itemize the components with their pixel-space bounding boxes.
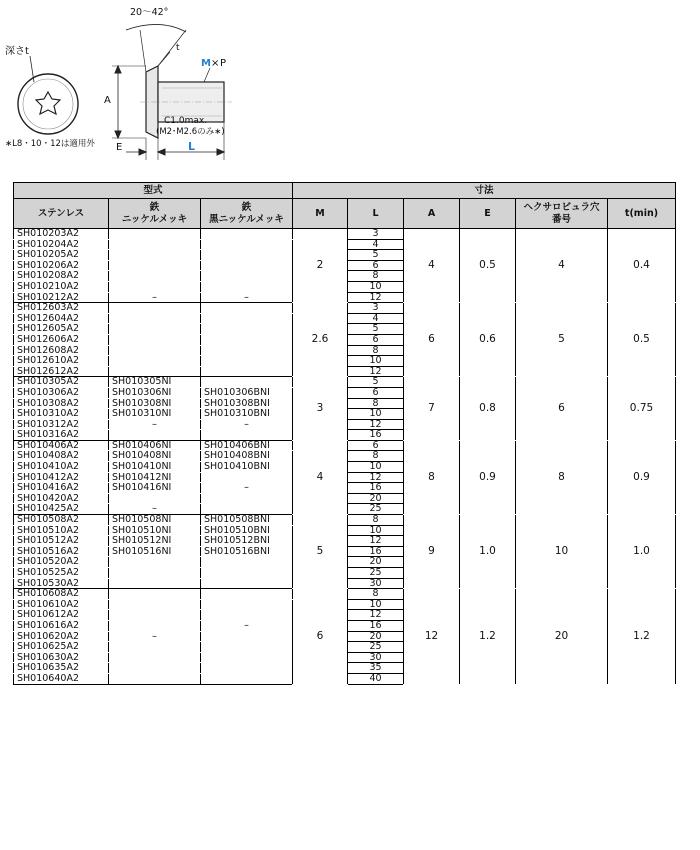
part-number-black-nickel	[201, 324, 293, 335]
part-number-stainless: SH010520A2	[14, 557, 109, 568]
part-number-black-nickel	[201, 345, 293, 356]
header-l: L	[348, 199, 404, 229]
part-number-nickel: SH010408NI	[109, 451, 201, 462]
part-number-black-nickel: SH010406BNI	[201, 440, 293, 451]
length-l: 20	[348, 631, 404, 642]
chamfer-note: (M2･M2.6のみ∗)	[156, 127, 225, 137]
technical-drawing	[0, 0, 700, 170]
part-number-stainless: SH010212A2	[14, 292, 109, 303]
dim-t: 1.2	[608, 589, 676, 684]
part-number-stainless: SH012608A2	[14, 345, 109, 356]
chamfer-label: C1.0max.	[164, 116, 208, 126]
length-l: 4	[348, 313, 404, 324]
part-number-nickel: SH010310NI	[109, 409, 201, 420]
part-number-stainless: SH010530A2	[14, 578, 109, 589]
length-l: 25	[348, 568, 404, 579]
header-t-min: t(min)	[608, 199, 676, 229]
head-top-view	[18, 56, 78, 134]
part-number-black-nickel: –	[201, 419, 293, 430]
part-number-nickel	[109, 356, 201, 367]
part-number-nickel	[109, 652, 201, 663]
length-l: 10	[348, 409, 404, 420]
length-l: 20	[348, 557, 404, 568]
size-m: 2.6	[293, 303, 348, 377]
part-number-nickel	[109, 324, 201, 335]
part-number-nickel: –	[109, 504, 201, 515]
part-number-stainless: SH010635A2	[14, 663, 109, 674]
part-number-black-nickel	[201, 239, 293, 250]
length-l: 16	[348, 430, 404, 441]
length-l: 16	[348, 546, 404, 557]
length-l: 6	[348, 260, 404, 271]
part-number-stainless: SH010316A2	[14, 430, 109, 441]
part-number-stainless: SH012612A2	[14, 366, 109, 377]
part-number-stainless: SH010210A2	[14, 281, 109, 292]
part-number-black-nickel: SH010512BNI	[201, 536, 293, 547]
part-number-black-nickel	[201, 557, 293, 568]
part-number-nickel	[109, 313, 201, 324]
length-l: 12	[348, 366, 404, 377]
dim-e: 1.0	[460, 515, 516, 589]
dim-hex: 4	[516, 229, 608, 303]
length-l: 10	[348, 462, 404, 473]
length-l: 35	[348, 663, 404, 674]
part-number-stainless: SH010612A2	[14, 610, 109, 621]
part-number-black-nickel	[201, 356, 293, 367]
part-number-stainless: SH010205A2	[14, 250, 109, 261]
part-number-stainless: SH010510A2	[14, 525, 109, 536]
dim-a: 7	[404, 377, 460, 441]
part-number-nickel	[109, 281, 201, 292]
part-number-nickel	[109, 366, 201, 377]
length-l: 5	[348, 250, 404, 261]
part-number-nickel	[109, 303, 201, 314]
part-number-stainless: SH010620A2	[14, 631, 109, 642]
part-number-black-nickel	[201, 472, 293, 483]
part-number-stainless: SH012605A2	[14, 324, 109, 335]
e-label: E	[116, 142, 123, 153]
part-number-stainless: SH010310A2	[14, 409, 109, 420]
size-m: 3	[293, 377, 348, 441]
part-number-black-nickel	[201, 303, 293, 314]
length-l: 30	[348, 652, 404, 663]
part-number-black-nickel	[201, 642, 293, 653]
part-number-black-nickel	[201, 663, 293, 674]
part-number-nickel	[109, 260, 201, 271]
part-number-nickel: –	[109, 631, 201, 642]
part-number-nickel	[109, 589, 201, 600]
part-number-black-nickel	[201, 578, 293, 589]
part-number-nickel	[109, 599, 201, 610]
part-number-black-nickel	[201, 229, 293, 240]
dim-e: 0.5	[460, 229, 516, 303]
part-number-black-nickel	[201, 250, 293, 261]
part-number-nickel	[109, 557, 201, 568]
part-number-nickel	[109, 568, 201, 579]
length-l: 8	[348, 451, 404, 462]
angle-label: 20～42°	[130, 7, 169, 18]
length-l: 8	[348, 515, 404, 526]
part-number-nickel: –	[109, 419, 201, 430]
header-model: 型式	[14, 183, 293, 199]
part-number-stainless: SH010408A2	[14, 451, 109, 462]
part-number-stainless: SH010208A2	[14, 271, 109, 282]
length-l: 12	[348, 536, 404, 547]
part-number-black-nickel	[201, 366, 293, 377]
part-number-nickel: SH010306NI	[109, 387, 201, 398]
table-row	[14, 589, 676, 600]
part-number-black-nickel	[201, 568, 293, 579]
header-a: A	[404, 199, 460, 229]
length-l: 12	[348, 292, 404, 303]
part-number-nickel: SH010416NI	[109, 483, 201, 494]
table-row	[14, 515, 676, 526]
table-row	[14, 303, 676, 314]
part-number-black-nickel: –	[201, 292, 293, 303]
dim-e: 0.6	[460, 303, 516, 377]
length-l: 8	[348, 589, 404, 600]
length-l: 5	[348, 377, 404, 388]
dim-e: 0.8	[460, 377, 516, 441]
part-number-stainless: SH010425A2	[14, 504, 109, 515]
part-number-stainless: SH010625A2	[14, 642, 109, 653]
part-number-black-nickel: SH010510BNI	[201, 525, 293, 536]
length-l: 6	[348, 387, 404, 398]
part-number-black-nickel: SH010516BNI	[201, 546, 293, 557]
table-row	[14, 229, 676, 240]
part-number-nickel: SH010410NI	[109, 462, 201, 473]
dim-hex: 10	[516, 515, 608, 589]
part-number-black-nickel	[201, 430, 293, 441]
part-number-black-nickel: SH010508BNI	[201, 515, 293, 526]
part-number-black-nickel: SH010306BNI	[201, 387, 293, 398]
part-number-stainless: SH010308A2	[14, 398, 109, 409]
part-number-nickel	[109, 673, 201, 684]
dim-e: 0.9	[460, 440, 516, 514]
part-number-nickel	[109, 239, 201, 250]
length-l: 40	[348, 673, 404, 684]
header-e: E	[460, 199, 516, 229]
part-number-black-nickel: SH010308BNI	[201, 398, 293, 409]
part-number-black-nickel: –	[201, 483, 293, 494]
spec-table	[13, 182, 676, 685]
dim-t: 1.0	[608, 515, 676, 589]
part-number-nickel	[109, 345, 201, 356]
length-l: 12	[348, 610, 404, 621]
length-l: 10	[348, 599, 404, 610]
dim-hex: 20	[516, 589, 608, 684]
length-l: 30	[348, 578, 404, 589]
size-m: 2	[293, 229, 348, 303]
dim-hex: 8	[516, 440, 608, 514]
length-l: 3	[348, 303, 404, 314]
length-l: 10	[348, 356, 404, 367]
part-number-black-nickel	[201, 493, 293, 504]
part-number-black-nickel: SH010410BNI	[201, 462, 293, 473]
part-number-nickel	[109, 620, 201, 631]
dim-t: 0.9	[608, 440, 676, 514]
part-number-nickel	[109, 663, 201, 674]
dim-a: 12	[404, 589, 460, 684]
part-number-stainless: SH010640A2	[14, 673, 109, 684]
size-m: 6	[293, 589, 348, 684]
part-number-nickel	[109, 493, 201, 504]
dim-hex: 6	[516, 377, 608, 441]
part-number-nickel	[109, 610, 201, 621]
l-label: L	[188, 140, 196, 153]
depth-label: 深さt	[5, 46, 29, 57]
part-number-stainless: SH010410A2	[14, 462, 109, 473]
part-number-nickel: SH010510NI	[109, 525, 201, 536]
length-l: 8	[348, 345, 404, 356]
part-number-nickel: SH010406NI	[109, 440, 201, 451]
part-number-nickel: –	[109, 292, 201, 303]
length-l: 12	[348, 419, 404, 430]
part-number-stainless: SH010608A2	[14, 589, 109, 600]
dim-a: 9	[404, 515, 460, 589]
part-number-stainless: SH010206A2	[14, 260, 109, 271]
length-l: 20	[348, 493, 404, 504]
part-number-stainless: SH010630A2	[14, 652, 109, 663]
dim-a: 8	[404, 440, 460, 514]
part-number-black-nickel	[201, 652, 293, 663]
t-label: t	[176, 43, 180, 53]
times-label: ×	[211, 58, 220, 69]
table-row	[14, 440, 676, 451]
part-number-nickel	[109, 250, 201, 261]
part-number-stainless: SH010203A2	[14, 229, 109, 240]
p-label: P	[220, 58, 227, 69]
header-black-nickel: 鉄 黒ニッケルメッキ	[201, 199, 293, 229]
part-number-stainless: SH010610A2	[14, 599, 109, 610]
part-number-nickel	[109, 642, 201, 653]
part-number-stainless: SH010306A2	[14, 387, 109, 398]
length-l: 8	[348, 398, 404, 409]
part-number-stainless: SH010516A2	[14, 546, 109, 557]
screw-side-view	[112, 24, 232, 160]
length-l: 16	[348, 620, 404, 631]
part-number-stainless: SH010416A2	[14, 483, 109, 494]
screw-drawing-svg	[0, 0, 700, 170]
length-l: 10	[348, 525, 404, 536]
part-number-stainless: SH010616A2	[14, 620, 109, 631]
part-number-nickel: SH010305NI	[109, 377, 201, 388]
dim-t: 0.5	[608, 303, 676, 377]
part-number-black-nickel	[201, 313, 293, 324]
part-number-stainless: SH010525A2	[14, 568, 109, 579]
length-l: 3	[348, 229, 404, 240]
part-number-nickel	[109, 430, 201, 441]
size-m: 5	[293, 515, 348, 589]
part-number-stainless: SH010412A2	[14, 472, 109, 483]
part-number-black-nickel: SH010408BNI	[201, 451, 293, 462]
table-row	[14, 377, 676, 388]
length-l: 10	[348, 281, 404, 292]
length-l: 25	[348, 504, 404, 515]
header-dimensions: 寸法	[293, 183, 676, 199]
part-number-stainless: SH012610A2	[14, 356, 109, 367]
size-m: 4	[293, 440, 348, 514]
length-l: 4	[348, 239, 404, 250]
header-nickel: 鉄 ニッケルメッキ	[109, 199, 201, 229]
length-l: 6	[348, 440, 404, 451]
part-number-stainless: SH012604A2	[14, 313, 109, 324]
header-m: M	[293, 199, 348, 229]
part-number-stainless: SH010204A2	[14, 239, 109, 250]
part-number-stainless: SH010312A2	[14, 419, 109, 430]
part-number-stainless: SH010305A2	[14, 377, 109, 388]
part-number-stainless: SH010406A2	[14, 440, 109, 451]
part-number-nickel: SH010512NI	[109, 536, 201, 547]
part-number-stainless: SH010420A2	[14, 493, 109, 504]
part-number-black-nickel: SH010310BNI	[201, 409, 293, 420]
length-l: 8	[348, 271, 404, 282]
spec-table-body	[14, 229, 676, 685]
dim-e: 1.2	[460, 589, 516, 684]
length-l: 12	[348, 472, 404, 483]
length-l: 5	[348, 324, 404, 335]
part-number-stainless: SH012603A2	[14, 303, 109, 314]
part-number-stainless: SH010512A2	[14, 536, 109, 547]
part-number-stainless: SH010508A2	[14, 515, 109, 526]
part-number-nickel	[109, 271, 201, 282]
dim-t: 0.75	[608, 377, 676, 441]
m-label: M	[201, 58, 211, 69]
part-number-black-nickel	[201, 334, 293, 345]
part-number-nickel: SH010412NI	[109, 472, 201, 483]
header-stainless: ステンレス	[14, 199, 109, 229]
a-label: A	[104, 95, 111, 106]
length-l: 25	[348, 642, 404, 653]
part-number-nickel: SH010516NI	[109, 546, 201, 557]
part-number-nickel	[109, 334, 201, 345]
part-number-nickel: SH010308NI	[109, 398, 201, 409]
part-number-black-nickel	[201, 377, 293, 388]
length-l: 16	[348, 483, 404, 494]
part-number-black-nickel	[201, 271, 293, 282]
part-number-nickel	[109, 229, 201, 240]
dim-a: 4	[404, 229, 460, 303]
part-number-black-nickel	[201, 673, 293, 684]
part-number-stainless: SH012606A2	[14, 334, 109, 345]
part-number-black-nickel	[201, 631, 293, 642]
part-number-black-nickel	[201, 589, 293, 600]
part-number-black-nickel	[201, 610, 293, 621]
dim-hex: 5	[516, 303, 608, 377]
header-hexalobular: ヘクサロビュラ穴 番号	[516, 199, 608, 229]
part-number-nickel: SH010508NI	[109, 515, 201, 526]
part-number-black-nickel: –	[201, 620, 293, 631]
dim-t: 0.4	[608, 229, 676, 303]
length-l: 6	[348, 334, 404, 345]
part-number-black-nickel	[201, 260, 293, 271]
part-number-black-nickel	[201, 281, 293, 292]
part-number-black-nickel	[201, 504, 293, 515]
dim-a: 6	[404, 303, 460, 377]
part-number-nickel	[109, 578, 201, 589]
part-number-black-nickel	[201, 599, 293, 610]
applicability-note: ∗L8・10・12は適用外	[5, 139, 95, 149]
